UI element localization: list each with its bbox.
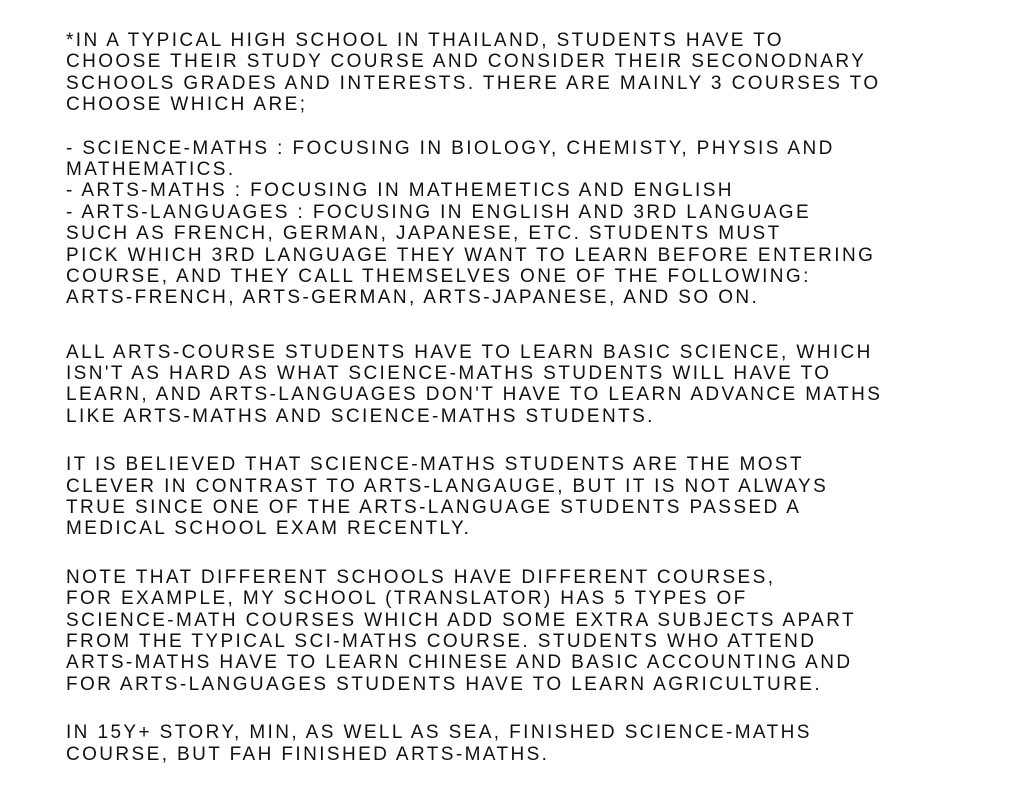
text-line: ARTS-MATHS HAVE TO LEARN CHINESE AND BASIC ACCOUNTING AND bbox=[66, 652, 853, 674]
translator-note bbox=[66, 30, 882, 792]
text-line: PICK WHICH 3RD LANGUAGE THEY WANT TO LEARN BEFORE ENTERING bbox=[66, 244, 876, 266]
paragraph-story bbox=[66, 722, 882, 765]
text-line: CHOOSE THEIR STUDY COURSE AND CONSIDER THEIR SECONODNARY bbox=[66, 51, 867, 73]
text-line: LIKE ARTS-MATHS AND SCIENCE-MATHS STUDENTS. bbox=[66, 405, 655, 427]
text-line: FOR ARTS-LANGUAGES STUDENTS HAVE TO LEARN AGRICULTURE. bbox=[66, 673, 823, 695]
paragraph-note bbox=[66, 567, 882, 695]
paragraph-basic-science bbox=[66, 342, 882, 428]
text-line: - ARTS-MATHS : FOCUSING IN MATHEMETICS AND ENGLISH bbox=[66, 180, 734, 202]
text-line: FOR EXAMPLE, MY SCHOOL (TRANSLATOR) HAS 5 TYPES OF bbox=[66, 588, 748, 610]
text-line: NOTE THAT DIFFERENT SCHOOLS HAVE DIFFERENT COURSES, bbox=[66, 566, 776, 588]
text-line: SCHOOLS GRADES AND INTERESTS. THERE ARE MAINLY 3 COURSES TO bbox=[66, 72, 881, 94]
text-line: LEARN, AND ARTS-LANGUAGES DON'T HAVE TO LEARN ADVANCE MATHS bbox=[66, 384, 883, 406]
text-line: FROM THE TYPICAL SCI-MATHS COURSE. STUDENTS WHO ATTEND bbox=[66, 630, 817, 652]
text-line: - SCIENCE-MATHS : FOCUSING IN BIOLOGY, CHEMISTY, PHYSIS AND bbox=[66, 137, 835, 159]
paragraph-intro bbox=[66, 30, 882, 116]
text-line: - ARTS-LANGUAGES : FOCUSING IN ENGLISH AND 3RD LANGUAGE bbox=[66, 201, 812, 223]
text-line: IN 15Y+ STORY, MIN, AS WELL AS SEA, FINISHED SCIENCE-MATHS bbox=[66, 722, 812, 744]
text-line: COURSE, BUT FAH FINISHED ARTS-MATHS. bbox=[66, 743, 550, 765]
text-line: ALL ARTS-COURSE STUDENTS HAVE TO LEARN BASIC SCIENCE, WHICH bbox=[66, 341, 873, 363]
text-line: TRUE SINCE ONE OF THE ARTS-LANGUAGE STUDENTS PASSED A bbox=[66, 497, 802, 519]
text-line: *IN A TYPICAL HIGH SCHOOL IN THAILAND, STUDENTS HAVE TO bbox=[66, 30, 784, 51]
text-line: CLEVER IN CONTRAST TO ARTS-LANGAUGE, BUT IT IS NOT ALWAYS bbox=[66, 475, 829, 497]
text-line: COURSE, AND THEY CALL THEMSELVES ONE OF THE FOLLOWING: bbox=[66, 265, 811, 287]
text-line: CHOOSE WHICH ARE; bbox=[66, 94, 308, 116]
text-line: SUCH AS FRENCH, GERMAN, JAPANESE, ETC. STUDENTS MUST bbox=[66, 223, 782, 245]
text-line: ARTS-FRENCH, ARTS-GERMAN, ARTS-JAPANESE, AND SO ON. bbox=[66, 287, 760, 309]
text-line: IT IS BELIEVED THAT SCIENCE-MATHS STUDENTS ARE THE MOST bbox=[66, 454, 804, 476]
paragraph-belief bbox=[66, 454, 882, 540]
text-line: SCIENCE-MATH COURSES WHICH ADD SOME EXTRA SUBJECTS APART bbox=[66, 609, 856, 631]
text-line: MATHEMATICS. bbox=[66, 158, 236, 180]
text-line: ISN'T AS HARD AS WHAT SCIENCE-MATHS STUDENTS WILL HAVE TO bbox=[66, 363, 832, 385]
paragraph-course-list bbox=[66, 138, 882, 309]
text-line: MEDICAL SCHOOL EXAM RECENTLY. bbox=[66, 518, 472, 540]
